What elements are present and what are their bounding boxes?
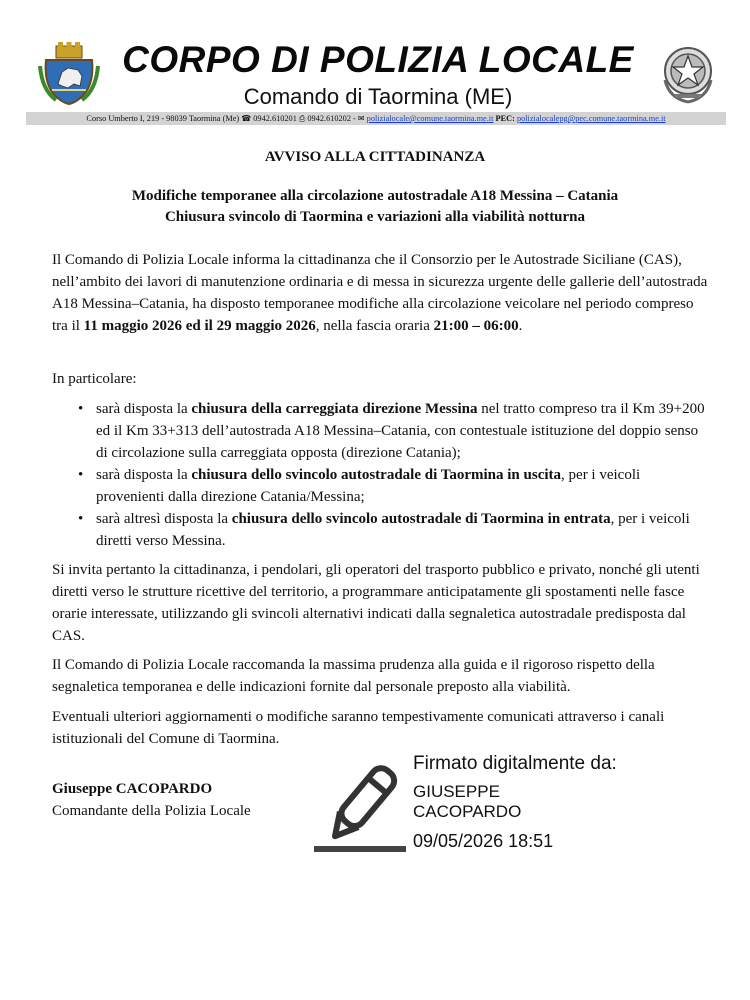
list-item xyxy=(52,398,712,464)
bullet-icon: • xyxy=(78,401,84,417)
digital-signature-datetime: 09/05/2026 18:51 xyxy=(413,831,554,851)
taormina-coat-of-arms-icon xyxy=(38,40,100,106)
pec-label: PEC: xyxy=(495,114,515,123)
telephone-icon: ☎ xyxy=(241,114,252,123)
intro-hours: 21:00 – 06:00 xyxy=(433,318,519,334)
page-title: CORPO DI POLIZIA LOCALE xyxy=(122,39,634,80)
list-item-text: , per i veicoli provenienti dalla direzione Catania/Messina; xyxy=(96,467,641,505)
notice-title: AVVISO ALLA CITTADINANZA xyxy=(264,149,486,165)
list-item xyxy=(52,508,712,552)
fax-icon: ⎙ xyxy=(298,114,306,123)
paragraph-intro xyxy=(52,249,712,337)
list-item-bold: chiusura dello svincolo autostradale di Taormina in entrata xyxy=(231,511,611,527)
list-item-text: , per i veicoli diretti verso Messina. xyxy=(96,511,690,549)
phone-number: 0942.610201 xyxy=(253,114,297,123)
letterhead xyxy=(0,0,750,130)
page-subtitle: Comando di Taormina (ME) xyxy=(243,84,513,109)
notice-subject xyxy=(40,186,710,228)
subject-line-2: Chiusura svincolo di Taormina e variazioni alla viabilità notturna xyxy=(164,209,586,225)
address-text: Corso Umberto I, 219 - 98039 Taormina (Me) xyxy=(86,114,240,123)
signer-role: Comandante della Polizia Locale xyxy=(52,803,251,819)
paragraph-recommendation: Il Comando di Polizia Locale raccomanda la massima prudenza alla guida e il rigoroso rispetto della segnaletica temporanea e delle indicazioni fornite dal personale preposto alla viabilità. xyxy=(52,657,655,695)
contact-bar xyxy=(26,112,726,125)
italian-republic-emblem-icon xyxy=(657,40,719,106)
fax-number: 0942.610202 - xyxy=(307,114,356,123)
list-item-text: nel tratto compreso tra il Km 39+200 ed il Km 33+313 dell’autostrada A18 Messina–Catania, con contestuale istituzione del doppio senso di circolazione sulla carreggiata opposta (direzione Catania); xyxy=(96,401,705,461)
digital-signature-last-name: CACOPARDO xyxy=(413,802,522,821)
pec-link[interactable]: polizialocalepg@pec.comune.taormina.me.it xyxy=(516,114,666,123)
closures-list xyxy=(52,398,712,552)
list-item xyxy=(52,464,712,508)
list-item-bold: chiusura della carreggiata direzione Messina xyxy=(191,401,478,417)
bullet-icon: • xyxy=(78,511,84,527)
intro-text-2: , nella fascia oraria xyxy=(315,318,434,334)
email-link[interactable]: polizialocale@comune.taormina.me.it xyxy=(366,114,494,123)
pen-signature-icon xyxy=(312,754,412,854)
email-icon: ✉ xyxy=(357,114,365,123)
paragraph-updates: Eventuali ulteriori aggiornamenti o modifiche saranno tempestivamente comunicati attraverso i canali istituzionali del Comune di Taormina. xyxy=(52,709,665,747)
intro-end: . xyxy=(518,318,523,334)
bullet-icon: • xyxy=(78,467,84,483)
list-item-bold: chiusura dello svincolo autostradale di Taormina in uscita xyxy=(191,467,562,483)
signer-name: Giuseppe CACOPARDO xyxy=(52,781,213,797)
digital-signature-name xyxy=(413,782,713,822)
paragraph-in-particolare: In particolare: xyxy=(52,371,137,387)
list-item-text: sarà altresì disposta la xyxy=(96,511,232,527)
digital-signature-first-name: GIUSEPPE xyxy=(413,782,500,801)
intro-text: Il Comando di Polizia Locale informa la cittadinanza che il Consorzio per le Autostrade Siciliane (CAS), nell’ambito dei lavori di manutenzione ordinaria e di messa in sicurezza urgente delle gallerie dell’autostrada A18 Messina–Catania, ha disposto temporanee modifiche alla circolazione veicolare nel periodo compreso tra il xyxy=(52,252,708,334)
digital-signature-block xyxy=(413,752,713,852)
paragraph-invitation: Si invita pertanto la cittadinanza, i pendolari, gli operatori del trasporto pubblico e privato, nonché gli utenti diretti verso le strutture ricettive del territorio, a programmare anticipatamente gli spostamenti nelle fasce orarie interessate, utilizzando gli svincoli alternativi indicati dalla segnaletica autostradale predisposta dal CAS. xyxy=(52,562,700,644)
digital-signature-heading: Firmato digitalmente da: xyxy=(413,753,617,774)
intro-dates: 11 maggio 2026 ed il 29 maggio 2026 xyxy=(83,318,316,334)
subject-line-1: Modifiche temporanee alla circolazione autostradale A18 Messina – Catania xyxy=(131,188,619,204)
list-item-text: sarà disposta la xyxy=(96,467,192,483)
list-item-text: sarà disposta la xyxy=(96,401,192,417)
